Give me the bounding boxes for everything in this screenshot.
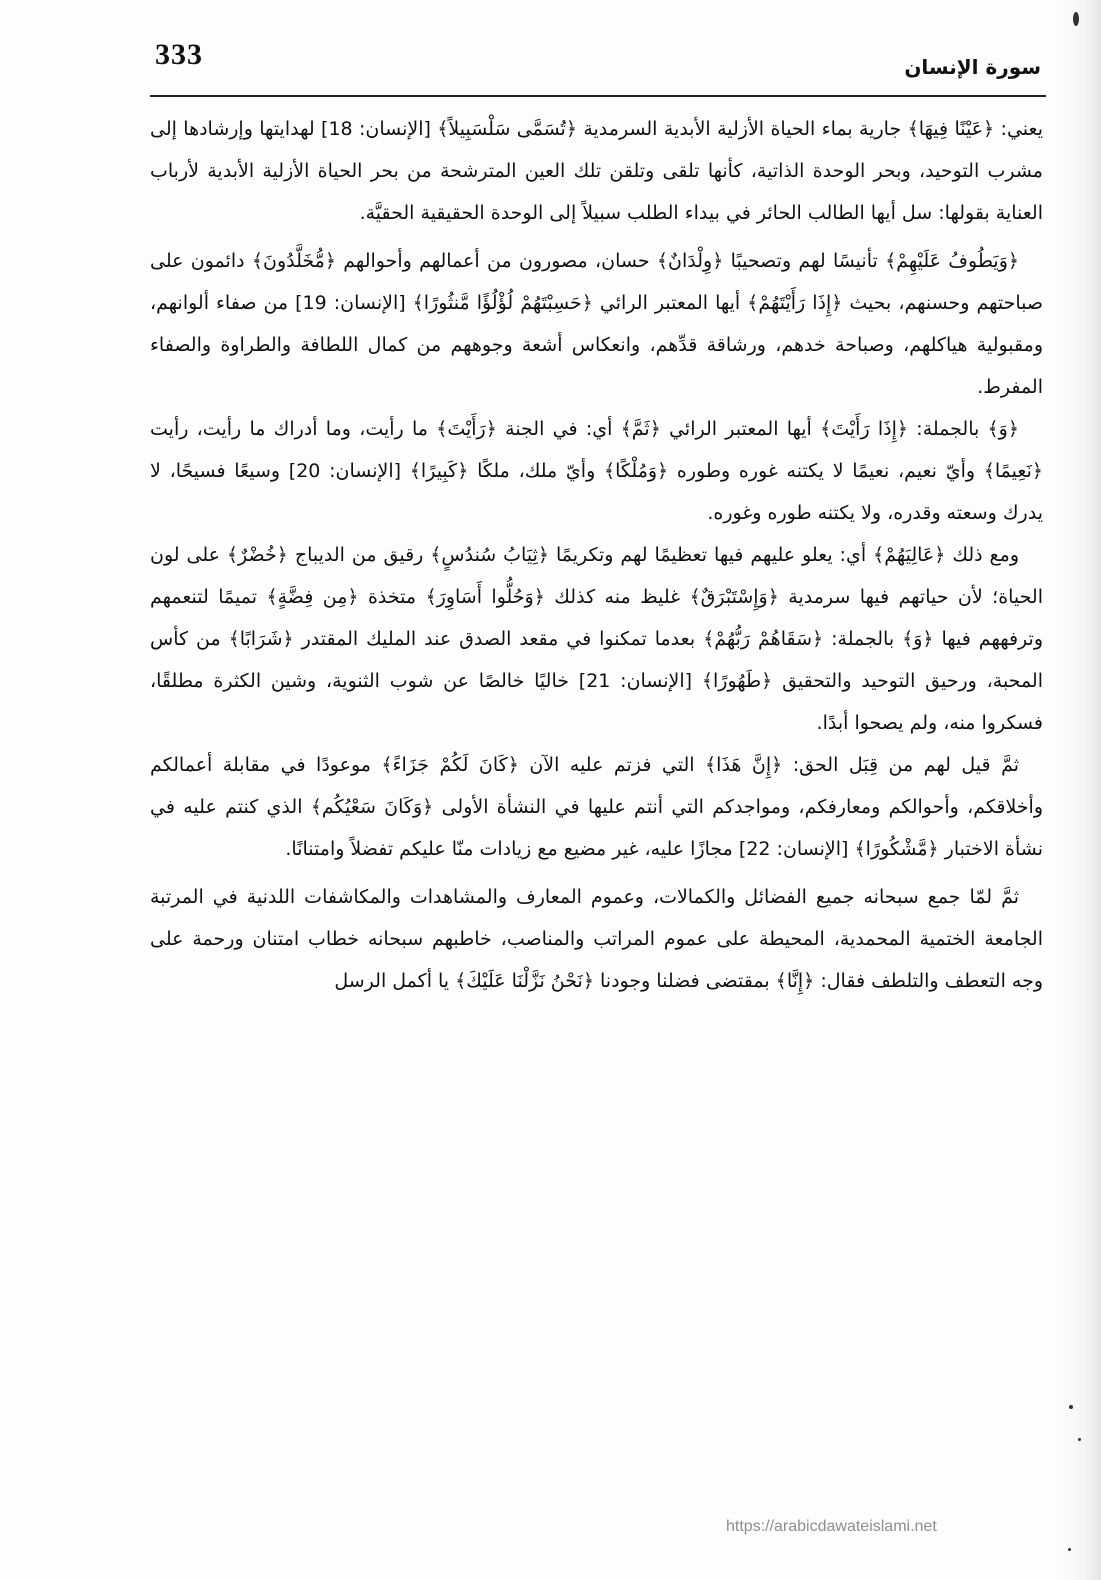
paragraph: ثمَّ قيل لهم من قِبَل الحق: ﴿إِنَّ هَذَا﴾ التي فزتم عليه الآن ﴿كَانَ لَكُمْ جَزَاءً﴾ موعودًا في مقابلة أعمالكم وأخلاقكم، وأحوالكم ومعارفكم، ومواجدكم التي أنتم عليها في النشأة الأولى ﴿وَكَانَ سَعْيُكُم﴾ الذي كنتم عليه في نشأة الاختبار ﴿مَّشْكُورًا﴾ [الإنسان: 22] مجازًا عليه، غير مضيع مع زيادات منّا عليكم تفضلاً وامتنانًا. — [150, 754, 1043, 860]
scan-speck — [1073, 12, 1079, 26]
running-header-surah-title: سورة الإنسان — [904, 55, 1041, 79]
page-number: 333 — [155, 38, 203, 71]
body-text — [150, 108, 1043, 1002]
paragraph: يعني: ﴿عَيْنًا فِيهَا﴾ جارية بماء الحياة الأزلية الأبدية السرمدية ﴿تُسَمَّى سَلْسَبِيلاً﴾ [الإنسان: 18] لهدايتها وإرشادها إلى مشرب التوحيد، وبحر الوحدة الذاتية، كأنها تلقى وتلقن تلك العين المترشحة من بحر الحياة الأزلية الأبدية لأرباب العناية بقولها: سل أيها الطالب الحائر في بيداء الطلب سبيلاً إلى الوحدة الحقيقية الحقيَّة. — [150, 118, 1043, 224]
scan-speck — [1069, 1405, 1073, 1409]
paragraph: ومع ذلك ﴿عَالِيَهُمْ﴾ أي: يعلو عليهم فيها تعظيمًا لهم وتكريمًا ﴿ثِيَابُ سُندُسٍ﴾ رقيق من الديباج ﴿خُضْرٌ﴾ على لون الحياة؛ لأن حياتهم فيها سرمدية ﴿وَإِسْتَبْرَقٌ﴾ غليظ منه كذلك ﴿وَحُلُّوا أَسَاوِرَ﴾ متخذة ﴿مِن فِضَّةٍ﴾ تميمًا لتنعمهم وترفههم فيها ﴿وَ﴾ بالجملة: ﴿سَقَاهُمْ رَبُّهُمْ﴾ بعدما تمكنوا في مقعد الصدق عند المليك المقتدر ﴿شَرَابًا﴾ من كأس المحبة، ورحيق التوحيد والتحقيق ﴿طَهُورًا﴾ [الإنسان: 21] خاليًا خالصًا عن شوب الثنوية، وشين الكثرة مطلقًا، فسكروا منه، ولم يصحوا أبدًا. — [150, 544, 1044, 734]
paragraph: ﴿وَ﴾ بالجملة: ﴿إِذَا رَأَيْتَ﴾ أيها المعتبر الرائي ﴿ثَمَّ﴾ أي: في الجنة ﴿رَأَيْتَ﴾ ما رأيت، وما أدراك ما رأيت، رأيت ﴿نَعِيمًا﴾ وأيّ نعيم، نعيمًا لا يكتنه غوره وطوره ﴿وَمُلْكًا﴾ وأيّ ملك، ملكًا ﴿كَبِيرًا﴾ [الإنسان: 20] وسيعًا فسيحًا، لا يدرك وسعته وقدره، ولا يكتنه طوره وغوره. — [150, 418, 1043, 524]
header-divider — [150, 95, 1046, 97]
scan-speck — [1078, 1438, 1081, 1441]
paragraph: ﴿وَيَطُوفُ عَلَيْهِمْ﴾ تأنيسًا لهم وتصحيبًا ﴿وِلْدَانٌ﴾ حسان، مصورون من أعمالهم وأحوالهم ﴿مُّخَلَّدُونَ﴾ دائمون على صباحتهم وحسنهم، بحيث ﴿إِذَا رَأَيْتَهُمْ﴾ أيها المعتبر الرائي ﴿حَسِبْتَهُمْ لُؤْلُؤًا مَّنثُورًا﴾ [الإنسان: 19] من صفاء ألوانهم، ومقبولية هياكلهم، وصباحة خدهم، ورشاقة قدِّهم، وانعكاس أشعة وجوههم من كمال اللطافة والطراوة والصفاء المفرط. — [150, 250, 1044, 398]
scan-edge-shadow — [1059, 0, 1101, 1580]
scan-speck — [1068, 1548, 1071, 1551]
paragraph: ثمَّ لمّا جمع سبحانه جميع الفضائل والكمالات، وعموم المعارف والمشاهدات والمكاشفات اللدنية في المرتبة الجامعة الختمية المحمدية، المحيطة على عموم المراتب والمناصب، خاطبهم سبحانه خطاب امتنان ورحمة على وجه التعطف والتلطف فقال: ﴿إِنَّا﴾ بمقتضى فضلنا وجودنا ﴿نَحْنُ نَزَّلْنَا عَلَيْكَ﴾ يا أكمل الرسل — [150, 886, 1043, 992]
watermark-url: https://arabicdawateislami.net — [726, 1518, 937, 1535]
